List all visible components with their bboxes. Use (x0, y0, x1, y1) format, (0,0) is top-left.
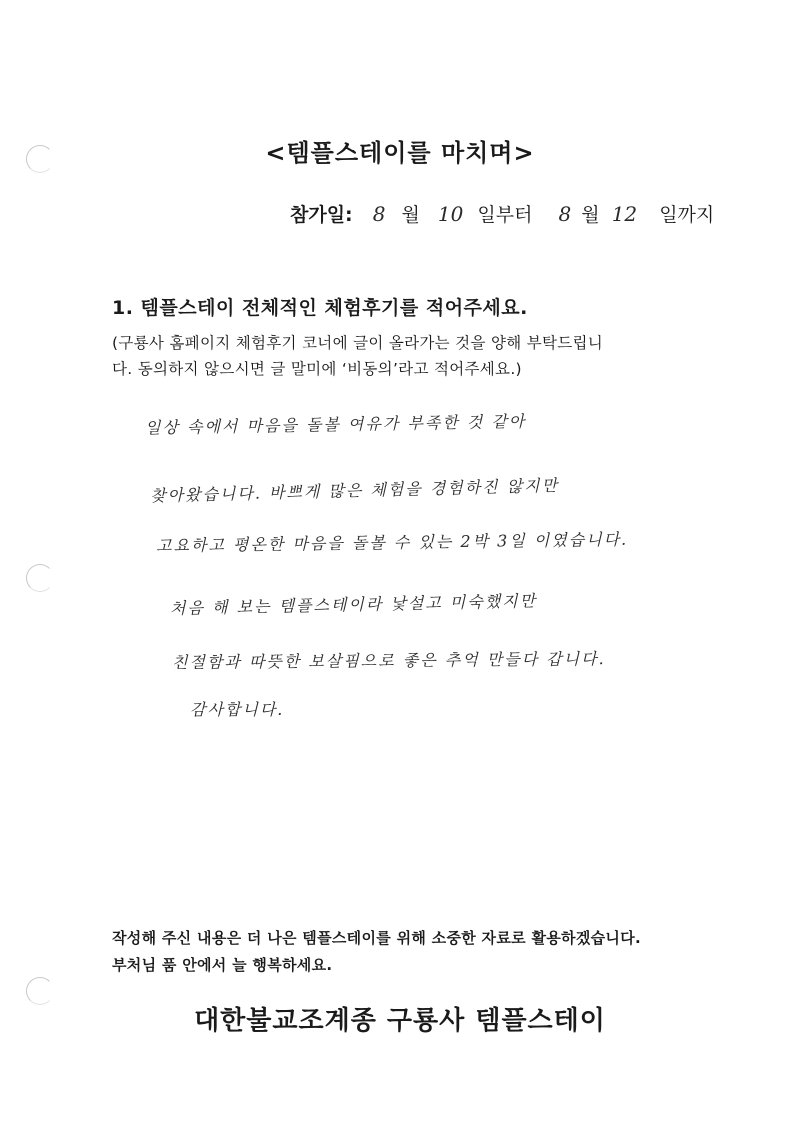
end-month-value: 8 (558, 202, 572, 226)
organization-name: 대한불교조계종 구룡사 템플스테이 (194, 1006, 606, 1036)
until-label: 일까지 (659, 204, 715, 226)
answer-line-3: 고요하고 평온한 마음을 돌볼 수 있는 2박 3일 이였습니다. (155, 529, 629, 556)
start-month-value: 8 (372, 202, 386, 226)
footer-note-line-1: 작성해 주신 내용은 더 나은 템플스테이를 위해 소중한 자료로 활용하겠습니다. (112, 929, 641, 947)
answer-line-2: 찾아왔습니다. 바쁘게 많은 체험을 경험하진 않지만 (149, 475, 560, 506)
start-day-value: 10 (437, 202, 464, 226)
page-title: <템플스테이를 마치며> (265, 139, 535, 167)
question-note (112, 330, 702, 382)
question-heading: 1. 템플스테이 전체적인 체험후기를 적어주세요. (112, 297, 528, 319)
month-unit-2: 월 (581, 204, 600, 226)
month-unit-1: 월 (401, 204, 420, 226)
answer-line-4: 처음 해 보는 템플스테이라 낯설고 미숙했지만 (169, 591, 538, 618)
end-day-value: 12 (611, 202, 638, 226)
answer-line-6: 감사합니다. (190, 700, 285, 719)
footer-note-line-2: 부처님 품 안에서 늘 행복하세요. (112, 956, 333, 974)
question-note-line-1: (구룡사 홈페이지 체험후기 코너에 글이 올라가는 것을 양해 부탁드립니 (112, 334, 604, 352)
punch-hole-middle (26, 564, 54, 592)
participation-label: 참가일: (290, 204, 353, 226)
participation-date (290, 200, 714, 227)
from-label: 일부터 (477, 204, 533, 226)
footer-note (112, 925, 712, 979)
answer-line-1: 일상 속에서 마음을 돌볼 여유가 부족한 것 같아 (144, 411, 527, 438)
answer-line-5: 친절함과 따뜻한 보살핌으로 좋은 추억 만들다 갑니다. (171, 649, 606, 672)
question-note-line-2: 다. 동의하지 않으시면 글 말미에 ‘비동의’라고 적어주세요.) (112, 360, 522, 378)
